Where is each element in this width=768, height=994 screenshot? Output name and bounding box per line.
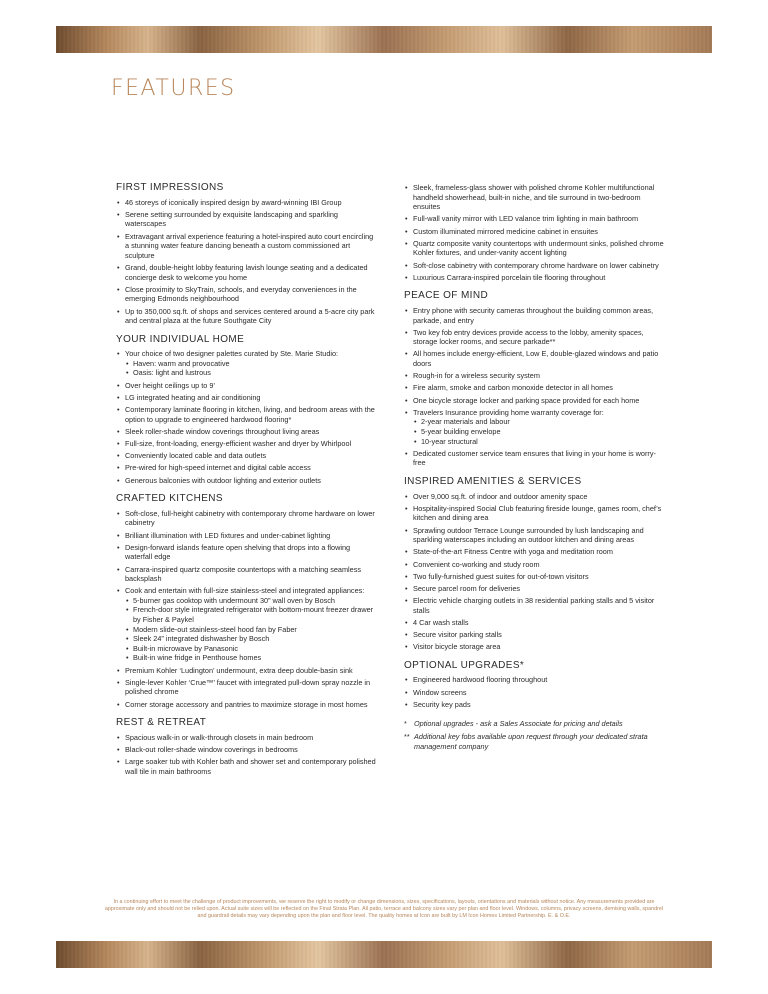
footnote-text: Additional key fobs available upon request through your dedicated strata management company (414, 731, 648, 751)
section-first-impressions (116, 183, 378, 326)
feature-text: Travelers Insurance providing home warranty coverage for: (413, 407, 604, 417)
feature-text: Extravagant arrival experience featuring a hotel-inspired auto court encircling a stunning water feature dancing beneath a custom commissioned art sculpture (125, 231, 374, 260)
feature-item (116, 745, 378, 755)
feature-text: Full-size, front-loading, energy-efficient washer and dryer by Whirlpool (125, 439, 352, 448)
feature-list (404, 675, 666, 709)
feature-item (404, 214, 666, 224)
feature-item (116, 439, 378, 449)
feature-text: Generous balconies with outdoor lighting and exterior outlets (125, 475, 321, 485)
feature-text: Serene setting surrounded by exquisite landscaping and sparkling waterscapes (125, 209, 338, 229)
feature-subitem: • 2-year materials and labour (413, 417, 666, 427)
feature-sublist (413, 417, 666, 446)
feature-text: Electric vehicle charging outlets in 38 residential parking stalls and 5 visitor stalls (413, 596, 655, 615)
feature-text: Over height ceilings up to 9’ (125, 380, 216, 390)
footnotes (404, 719, 666, 751)
feature-list (404, 492, 666, 652)
feature-text: Sleek roller-shade window coverings throughout living areas (125, 426, 320, 436)
feature-text: Two fully-furnished guest suites for out-of-town visitors (413, 571, 589, 581)
feature-item (116, 427, 378, 437)
feature-item (116, 263, 378, 282)
feature-subitem: • Built-in microwave by Panasonic (125, 644, 378, 654)
feature-subitem: • 5-year building envelope (413, 427, 666, 437)
feature-item (404, 227, 666, 237)
feature-text: Pre-wired for high-speed internet and digital cable access (125, 463, 311, 473)
feature-item (404, 526, 666, 545)
feature-list (116, 349, 378, 485)
feature-item (116, 565, 378, 584)
feature-text: Engineered hardwood flooring throughout (413, 675, 548, 685)
feature-item (404, 396, 666, 406)
feature-item (404, 273, 666, 283)
feature-list (116, 733, 378, 777)
feature-text: Conveniently located cable and data outlets (125, 451, 267, 461)
footnote (404, 732, 666, 751)
feature-list (404, 306, 666, 468)
feature-item (116, 381, 378, 391)
feature-text: Sleek, frameless-glass shower with polished chrome Kohler multifunctional handheld showerhead, built-in niche, and tile surround in two-bedroom ensuites (413, 183, 655, 212)
feature-text: Sprawling outdoor Terrace Lounge surrounded by lush landscaping and sparkling waterscapes including an outdoor kitchen and dining areas (413, 525, 644, 545)
bottom-copper-band (56, 941, 712, 968)
feature-text: 4 Car wash stalls (413, 617, 469, 627)
feature-text: Contemporary laminate flooring in kitchen, living, and bedroom areas with the option to upgrade to engineered hardwood flooring* (125, 405, 375, 424)
feature-item (116, 463, 378, 473)
feature-item (404, 688, 666, 698)
feature-item (404, 630, 666, 640)
feature-subitem: • 10-year structural (413, 437, 666, 447)
feature-item (404, 618, 666, 628)
feature-item (116, 678, 378, 697)
feature-text: Convenient co-working and study room (413, 559, 540, 569)
feature-item (116, 476, 378, 486)
feature-item (116, 543, 378, 562)
feature-text: Fire alarm, smoke and carbon monoxide detector in all homes (413, 383, 613, 393)
feature-text: Over 9,000 sq.ft. of indoor and outdoor amenity space (413, 491, 588, 501)
feature-item (404, 349, 666, 368)
feature-item (404, 239, 666, 258)
feature-text: Soft-close, full-height cabinetry with contemporary chrome hardware on lower cabinetry (125, 508, 375, 528)
feature-item (116, 586, 378, 663)
section-rest-retreat (116, 718, 378, 776)
feature-text: Hospitality-inspired Social Club featuring fireside lounge, games room, chef’s kitchen and dining area (413, 503, 662, 523)
feature-text: Entry phone with security cameras throughout the building common areas, parkade, and entry (413, 305, 654, 325)
section-peace-of-mind (404, 291, 666, 468)
feature-item (404, 572, 666, 582)
feature-item (116, 531, 378, 541)
feature-text: Spacious walk-in or walk-through closets in main bedroom (125, 732, 314, 742)
feature-text: Full-wall vanity mirror with LED valance trim lighting in main bathroom (413, 214, 639, 224)
feature-text: Grand, double-height lobby featuring lavish lounge seating and a dedicated concierge desk to welcome you home (125, 262, 368, 282)
feature-text: Rough-in for a wireless security system (413, 371, 540, 381)
feature-item (404, 383, 666, 393)
feature-text: Your choice of two designer palettes curated by Ste. Marie Studio: (125, 349, 339, 359)
footnote-mark: ** (404, 731, 410, 741)
feature-text: State-of-the-art Fitness Centre with yoga and meditation room (413, 547, 613, 557)
feature-item (116, 733, 378, 743)
footnote-text: Optional upgrades - ask a Sales Associate for pricing and details (414, 719, 623, 729)
feature-item (404, 306, 666, 325)
feature-text: One bicycle storage locker and parking space provided for each home (413, 395, 640, 405)
feature-text: Corner storage accessory and pantries to maximize storage in most homes (125, 699, 368, 709)
right-column (404, 183, 666, 754)
feature-item (404, 492, 666, 502)
section-continued (404, 183, 666, 282)
feature-item (404, 560, 666, 570)
feature-text: Up to 350,000 sq.ft. of shops and services centered around a 5-acre city park and central plaza at the future Southgate City (125, 306, 375, 326)
feature-item (116, 666, 378, 676)
feature-text: Dedicated customer service team ensures that living in your home is worry-free (413, 448, 656, 468)
feature-item (116, 451, 378, 461)
feature-text: Brilliant illumination with LED fixtures and under-cabinet lighting (125, 530, 331, 540)
feature-text: Single-lever Kohler ‘Crue™’ faucet with integrated pull-down spray nozzle in polished chrome (125, 677, 371, 697)
section-title: INSPIRED AMENITIES & SERVICES (404, 475, 582, 487)
feature-text: Luxurious Carrara-inspired porcelain tile flooring throughout (413, 272, 606, 282)
feature-item (404, 642, 666, 652)
feature-item (404, 183, 666, 212)
feature-item (116, 349, 378, 378)
feature-subitem: • 5-burner gas cooktop with undermount 30” wall oven by Bosch (125, 596, 378, 606)
feature-item (404, 371, 666, 381)
section-title: OPTIONAL UPGRADES* (404, 659, 525, 671)
feature-item (116, 393, 378, 403)
section-optional-upgrades (404, 661, 666, 710)
feature-text: 46 storeys of iconically inspired design by award-winning IBI Group (125, 197, 342, 207)
feature-item (404, 675, 666, 685)
section-your-individual-home (116, 335, 378, 485)
section-title: REST & RETREAT (116, 717, 207, 729)
feature-item (116, 509, 378, 528)
feature-subitem: • French-door style integrated refrigerator with bottom-mount freezer drawer by Fisher & Paykel (125, 605, 378, 624)
footnote-mark: * (404, 719, 407, 729)
feature-item (116, 232, 378, 261)
feature-item (404, 328, 666, 347)
feature-text: Visitor bicycle storage area (413, 642, 501, 652)
section-title: PEACE OF MIND (404, 290, 489, 302)
feature-item (404, 504, 666, 523)
feature-sublist (125, 359, 378, 378)
feature-item (116, 210, 378, 229)
feature-text: LG integrated heating and air conditioning (125, 392, 261, 402)
feature-item (116, 405, 378, 424)
page-title: FEATURES (111, 76, 236, 101)
top-copper-band (56, 26, 712, 53)
feature-text: Secure visitor parking stalls (413, 630, 502, 640)
feature-subitem: • Sleek 24” integrated dishwasher by Bosch (125, 634, 378, 644)
feature-text: Black-out roller-shade window coverings in bedrooms (125, 744, 298, 754)
section-title: CRAFTED KITCHENS (116, 493, 223, 505)
feature-item (404, 547, 666, 557)
feature-text: Security key pads (413, 699, 471, 709)
feature-item (116, 307, 378, 326)
footnote (404, 719, 666, 729)
feature-item (404, 596, 666, 615)
section-crafted-kitchens (116, 494, 378, 709)
feature-text: Two key fob entry devices provide access to the lobby, amenity spaces, storage locker rooms, and secure parkade** (413, 327, 644, 347)
feature-item (404, 584, 666, 594)
section-title: YOUR INDIVIDUAL HOME (116, 333, 245, 345)
feature-list (404, 183, 666, 282)
feature-text: Cook and entertain with full-size stainless-steel and integrated appliances: (125, 586, 365, 596)
feature-list (116, 509, 378, 709)
feature-item (404, 449, 666, 468)
feature-item (116, 757, 378, 776)
feature-text: Custom illuminated mirrored medicine cabinet in ensuites (413, 226, 598, 236)
feature-subitem: • Oasis: light and lustrous (125, 368, 378, 378)
feature-subitem: • Modern slide-out stainless-steel hood fan by Faber (125, 625, 378, 635)
feature-text: Large soaker tub with Kohler bath and shower set and contemporary polished wall tile in main bathrooms (125, 757, 376, 776)
feature-list (116, 198, 378, 326)
feature-item (116, 198, 378, 208)
feature-item (404, 261, 666, 271)
feature-subitem: • Built-in wine fridge in Penthouse homes (125, 653, 378, 663)
left-column (116, 183, 378, 785)
feature-text: Window screens (413, 687, 467, 697)
feature-text: Premium Kohler ‘Ludington’ undermount, extra deep double-basin sink (125, 665, 353, 675)
feature-text: Close proximity to SkyTrain, schools, and everyday conveniences in the emerging Edmonds neighbourhood (125, 284, 357, 304)
feature-text: Carrara-inspired quartz composite countertops with a matching seamless backsplash (125, 564, 362, 584)
feature-text: Design-forward islands feature open shelving that drops into a flowing waterfall edge (125, 542, 351, 562)
section-title: FIRST IMPRESSIONS (116, 182, 224, 193)
feature-text: Quartz composite vanity countertops with undermount sinks, polished chrome Kohler fixtures, and under-vanity accent lighting (413, 238, 664, 258)
feature-text: Secure parcel room for deliveries (413, 583, 521, 593)
feature-item (116, 285, 378, 304)
feature-text: Soft-close cabinetry with contemporary chrome hardware on lower cabinetry (413, 260, 659, 270)
feature-item (116, 700, 378, 710)
feature-item (404, 408, 666, 446)
feature-text: All homes include energy-efficient, Low E, double-glazed windows and patio doors (413, 349, 659, 369)
feature-sublist (125, 596, 378, 663)
disclaimer: In a continuing effort to meet the challenge of product improvements, we reserve the right to modify or change dimensions, sizes, specifications, layouts, orientations and materials without notice. Any measurements provided are approximate only and should not be relied upon. Actual suite sizes will be reflected on the Final Strata Plan. All patio, terrace and balcony sizes vary per plan and floor level. Windows, columns, privacy screens, demising walls, spandrel and guardrail details may vary depending upon the plan and floor level. The quality homes at Icon are built by LM Icon Homes Limited Partnership. E. & O.E. (104, 899, 664, 919)
feature-subitem: • Haven: warm and provocative (125, 359, 378, 369)
section-inspired-amenities-services (404, 477, 666, 652)
feature-item (404, 700, 666, 710)
